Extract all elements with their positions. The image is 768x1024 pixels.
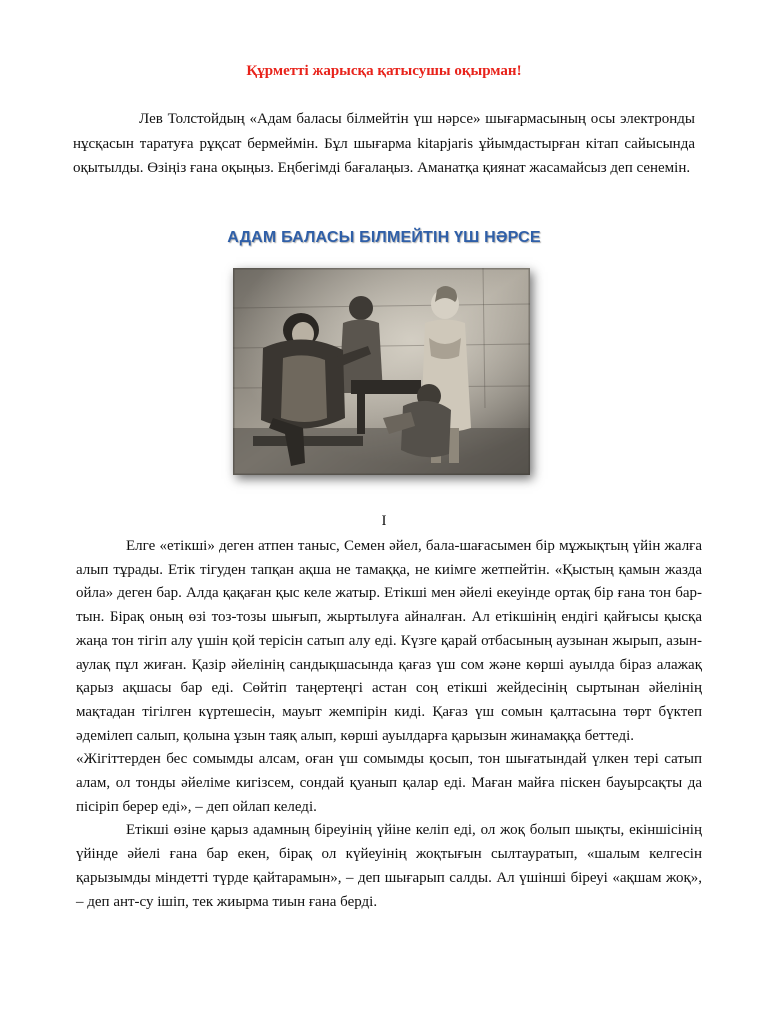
illustration-drawing <box>233 268 530 475</box>
notice-title: Құрметті жарысқа қатысушы оқырман! <box>246 63 522 79</box>
chapter-body <box>76 535 702 914</box>
chapter-paragraph-2: «Жігіттерден бес сомымды алсам, оған үш сомымды қосып, тон шығатындай үлкен тері сатып алам, ол тонды әйеліме кигізсем, сондай қуанып қалар еді. Маған майға піскен бауырсақты да пісіріп берер еді», – деп ойлап келеді. <box>76 751 702 815</box>
chapter-paragraph-3: Етікші өзіне қарыз адамның біреуінің үйіне келіп еді, ол жоқ болып шықты, екіншісінің үйінде әйелі ғана бар екен, бірақ ол күйеуінің жоқтығын сылтауратып, «шалым келгесін қарызымды міндетті түрде қайтарамын», – деп шығарып салды. Ал үшінші біреуі «ақшам жоқ», – деп ант-су ішіп, тек жиырма тиын ғана берді. <box>76 822 702 910</box>
chapter-number: I <box>381 513 387 529</box>
illustration-image <box>233 268 530 475</box>
notice-paragraph: Лев Толстойдың «Адам баласы білмейтін үш нәрсе» шығармасының осы электронды нұсқасын таратуға рұқсат бермеймін. Бұл шығарма kitapjaris ұйымдастырған кітап сайысында оқытылды. Өзіңіз ғана оқыңыз. Еңбегімді бағалаңыз. Аманатқа қиянат жасамайсыз деп сенемін. <box>73 111 695 176</box>
work-title: АДАМ БАЛАСЫ БІЛМЕЙТІН ҮШ НӘРСЕ <box>227 229 541 246</box>
chapter-paragraph-1: Елге «етікші» деген атпен таныс, Семен әйел, бала-шағасымен бір мұжықтың үйін жалға алып тұрады. Етік тігуден тапқан ақша не тамаққа, не киімге жетпейтін. «Қыстың қамын жазда ойла» деген бар. Алда қақаған қыс келе жатыр. Етікші мен әйелі екеуінде ортақ бір ғана тон бар-тын. Бірақ оның өзі тоз-тозы шығып, жыртылуға айналған. Ал етікшінің ендігі қайғысы қысқа жаңа тон тігіп алу үшін қой терісін сатып алу еді. Күзге қарай отбасының аузынан жырып, азын-аулақ пұл жиған. Қазір әйелінің сандықшасында қағаз үш сом және көрші ауылда біраз алажақ қарыз ақшасы бар еді. Сөйтіп таңертеңгі астан соң етікші жейдесінің сыртынан әйелінің мақтадан тігілген күртешесін, мауыт жемпірін киді. Қағаз үш сомын қалтасына төрт бүктеп әдемілеп салып, қолына ұзын таяқ алып, көрші ауылдарға қарызын жинамаққа беттеді. <box>76 538 702 744</box>
